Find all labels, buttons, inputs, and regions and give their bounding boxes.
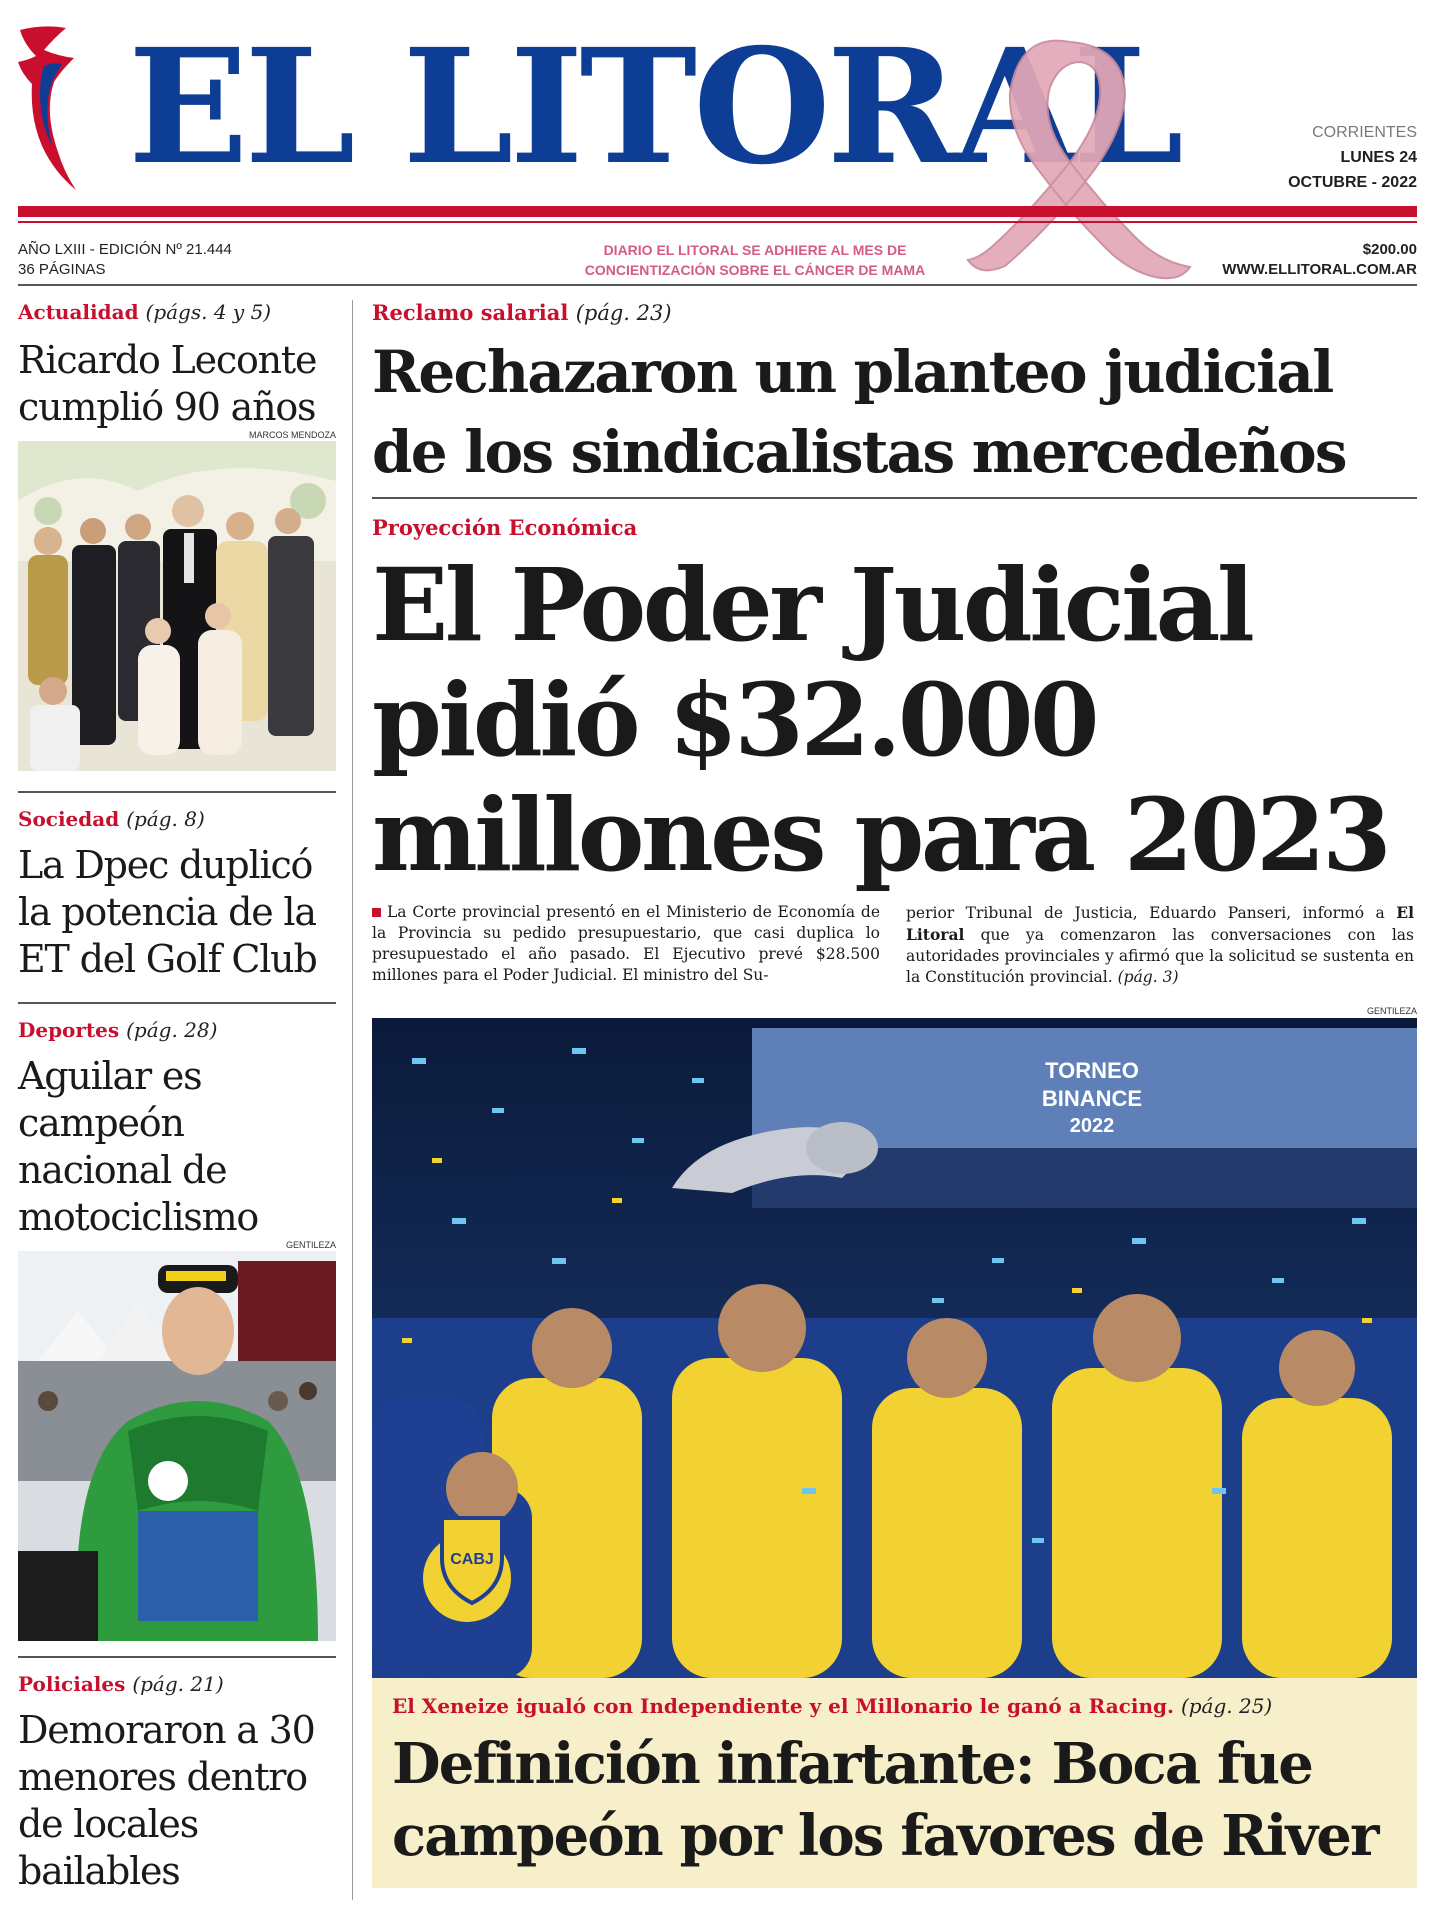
photo-credit: GENTILEZA [285,1240,336,1250]
campaign-line-2: CONCIENTIZACIÓN SOBRE EL CÁNCER DE MAMA [584,262,926,278]
summary-text: La Corte provincial presentó en el Ministerio de Economía de la Provincia su pedido presupuestario, que casi duplica lo presupuestado el año pasado. El Ejecutivo prevé $28.500 millones para el Poder Judicial. El ministro del Su- [372,903,880,984]
page-ref: (pág. 3) [1117,968,1179,986]
headline-line: nacional de [18,1148,227,1192]
headline-line: El Poder Judicial [372,546,1252,664]
sidebar-kicker-deportes[interactable] [18,1018,217,1042]
sidebar-divider [18,791,336,793]
website-link[interactable]: WWW.ELLITORAL.COM.AR [1222,261,1417,278]
headline-line: Aguilar es [18,1054,202,1098]
page-ref: (pág. 23) [575,301,672,325]
section-name: Deportes [18,1018,120,1042]
headline-line: menores dentro [18,1755,307,1799]
summary-text: perior Tribunal de Justicia, Eduardo Panseri, informó a [906,904,1385,922]
headline-line: campeón por los favores de River [392,1803,1378,1869]
headline-line: de locales [18,1802,199,1846]
page-count: 36 PÁGINAS [18,261,106,278]
summary-left-column [372,902,880,986]
masthead-thin-rule [18,221,1417,223]
section-name: Reclamo salarial [372,300,569,325]
issue-info [18,240,378,280]
sidebar-divider [18,1002,336,1004]
header-divider [18,284,1417,286]
headline-line: campeón [18,1101,184,1145]
page-ref: (págs. 4 y 5) [145,300,272,324]
masthead-red-rule [18,206,1417,217]
edition-meta [1217,120,1417,195]
headline-boca-campeon[interactable] [392,1728,1412,1872]
headline-line: de los sindicalistas mercedeños [372,418,1346,486]
sidebar-headline-leconte[interactable] [18,337,348,431]
headline-line: ET del Golf Club [18,937,317,981]
summary-paper-name: El Litoral [906,903,1414,944]
main-kicker-reclamo[interactable] [372,300,672,325]
photo-credit: GENTILEZA [1366,1006,1417,1016]
campaign-line-1: DIARIO EL LITORAL SE ADHIERE AL MES DE [603,242,907,258]
sidebar-headline-aguilar[interactable] [18,1053,348,1241]
section-name: Policiales [18,1672,126,1696]
page-ref: (pág. 28) [126,1018,218,1042]
sidebar-headline-menores[interactable] [18,1707,348,1895]
kicker-text: El Xeneize igualó con Independiente y el Millonario le ganó a Racing. [392,1694,1174,1718]
sidebar-kicker-sociedad[interactable] [18,807,205,831]
headline-line: millones para 2023 [372,776,1389,894]
edition-day: LUNES 24 [1340,149,1417,166]
boca-crest: CABJ [450,1551,494,1568]
headline-line: Rechazaron un planteo judicial [372,338,1333,406]
summary-right-column [906,902,1414,988]
edition-city: CORRIENTES [1312,124,1417,141]
headline-line: bailables [18,1849,180,1893]
sidebar-kicker-actualidad[interactable] [18,300,271,324]
headline-sindicalistas[interactable] [372,332,1422,492]
headline-line: motociclismo [18,1195,259,1239]
summary-text: que ya comenzaron las conversaciones con las autoridades provinciales y afirmó que la solicitud se sustenta en la Constitución provincial. [906,926,1414,986]
banner-line-1: TORNEO [1045,1058,1139,1083]
pink-ribbon-icon [950,22,1210,284]
main-kicker-proyeccion[interactable]: Proyección Económica [372,515,638,540]
family-photo[interactable] [18,441,336,771]
page-ref: (pág. 25) [1180,1694,1273,1718]
photo-credit: MARCOS MENDOZA [248,430,336,440]
headline-line: la potencia de la [18,890,316,934]
price-block [1177,240,1417,280]
logo-emblem-icon [14,22,82,200]
headline-line: pidió $32.000 [372,661,1097,779]
headline-line: La Dpec duplicó [18,843,313,887]
masthead-title: EL LITORAL [128,15,1180,200]
headline-line: cumplió 90 años [18,385,316,429]
main-divider [372,497,1417,499]
price: $200.00 [1362,241,1417,258]
section-name: Actualidad [18,300,139,324]
boca-celebration-photo[interactable] [372,1018,1417,1678]
motorcycle-rider-photo[interactable] [18,1251,336,1641]
page-ref: (pág. 8) [126,807,205,831]
column-divider [352,300,353,1900]
banner-line-2: BINANCE [1041,1086,1143,1111]
edition-month-year: OCTUBRE - 2022 [1288,174,1417,191]
bullet-square-icon [372,908,381,917]
headline-line: Definición infartante: Boca fue [392,1731,1313,1797]
banner-line-3: 2022 [1069,1115,1115,1137]
page-ref: (pág. 21) [132,1672,224,1696]
headline-line: Ricardo Leconte [18,338,317,382]
section-name: Sociedad [18,807,120,831]
sidebar-kicker-policiales[interactable] [18,1672,224,1696]
sidebar-divider [18,1656,336,1658]
headline-poder-judicial[interactable] [372,548,1422,893]
sidebar-headline-dpec[interactable] [18,842,348,983]
sport-kicker[interactable] [392,1694,1272,1718]
campaign-notice [540,240,970,280]
issue-number: AÑO LXIII - EDICIÓN Nº 21.444 [18,241,232,258]
headline-line: Demoraron a 30 [18,1708,315,1752]
